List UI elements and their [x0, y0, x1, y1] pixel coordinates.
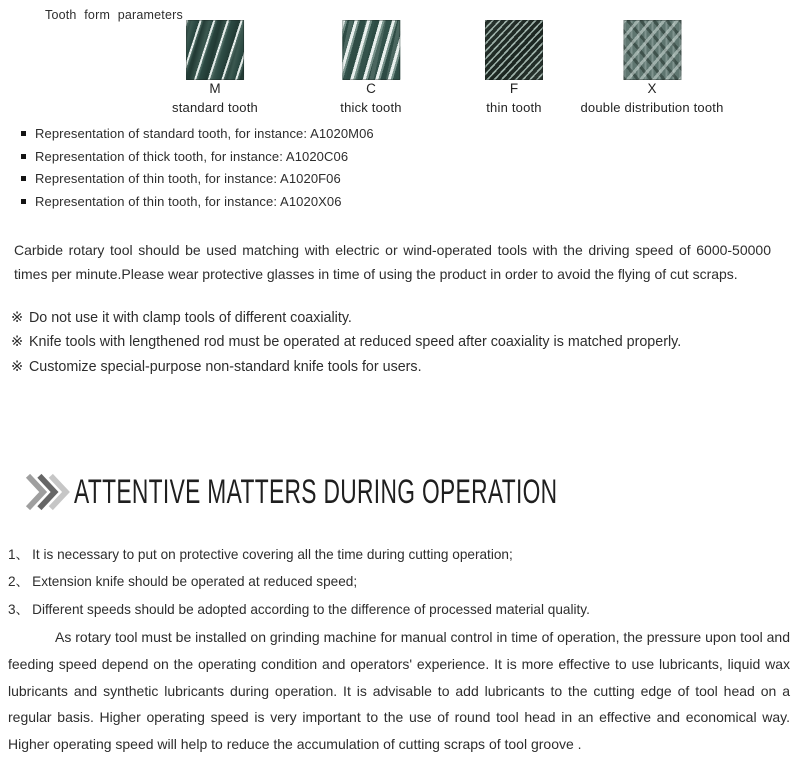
tooth-variety-thick	[340, 20, 401, 115]
caution-text: Customize special-purpose non-standard knife tools for users.	[28, 358, 422, 375]
tooth-variety-thin	[485, 20, 543, 115]
tooth-caption: double distribution tooth	[580, 100, 724, 115]
representation-text: Representation of thin tooth, for instance: A1020F06	[35, 171, 341, 186]
caution-text: Do not use it with clamp tools of different coaxiality.	[28, 310, 352, 326]
double-distribution-tooth-texture-image	[623, 20, 681, 80]
representation-text: Representation of thin tooth, for instance: A1020X06	[35, 193, 342, 209]
tooth-caption: thin tooth	[486, 100, 542, 115]
list-item	[18, 195, 374, 209]
operation-rules-list	[8, 541, 590, 623]
rule-number: 2、	[8, 574, 30, 590]
representation-text: Representation of thick tooth, for instance: A1020C06	[35, 148, 349, 164]
attention-heading-block	[24, 472, 796, 512]
list-item	[18, 127, 374, 141]
triple-chevron-icon	[24, 473, 70, 511]
reference-mark-icon: ※	[11, 310, 23, 326]
tooth-caption: thick tooth	[340, 100, 402, 115]
tooth-code: X	[647, 81, 657, 96]
rule-item	[8, 541, 590, 568]
reference-mark-icon: ※	[11, 334, 23, 351]
usage-paragraph: Carbide rotary tool should be used matching with electric or wind-operated tools with the driving speed of 6000-50000 times per minute.Please wear protective glasses in time of using the product in order to avoid the flying of cut scraps.	[14, 242, 771, 283]
tooth-code: F	[509, 81, 519, 96]
rule-text: Extension knife should be operated at reduced speed;	[32, 574, 358, 590]
tooth-variety-standard	[172, 20, 258, 115]
caution-item	[11, 355, 681, 379]
rule-number: 1、	[8, 547, 30, 562]
thin-tooth-texture-image	[485, 20, 543, 80]
square-bullet-icon	[21, 176, 26, 181]
representation-text: Representation of standard tooth, for instance: A1020M06	[35, 126, 374, 141]
closing-paragraph: As rotary tool must be installed on grinding machine for manual control in time of operation, the pressure upon tool and feeding speed depend on the operating condition and operators' experience. It is more effective to use lubricants, liquid wax lubricants and synthetic lubricants during operation. It is advisable to add lubricants to the cutting edge of tool head on a regular basis. Higher operating speed is very important to the use of round tool head in an effective and economical way. Higher operating speed will help to reduce the accumulation of cutting scraps of tool groove .	[8, 629, 790, 753]
square-bullet-icon	[21, 199, 26, 204]
square-bullet-icon	[21, 131, 26, 136]
caution-text: Knife tools with lengthened rod must be operated at reduced speed after coaxiality is matched properly.	[28, 334, 682, 351]
tooth-code: M	[209, 81, 221, 96]
rule-item	[8, 596, 590, 623]
representation-list	[18, 127, 374, 217]
reference-mark-icon: ※	[11, 358, 23, 375]
standard-tooth-texture-image	[186, 20, 244, 80]
rule-text: It is necessary to put on protective covering all the time during cutting operation;	[32, 547, 513, 562]
section-heading: ATTENTIVE MATTERS DURING OPERATION	[74, 472, 558, 511]
list-item	[18, 172, 374, 186]
caution-item	[11, 330, 681, 354]
tooth-code: C	[366, 81, 376, 96]
rule-item	[8, 568, 590, 595]
thick-tooth-texture-image	[342, 20, 400, 80]
tooth-variety-double	[580, 20, 723, 115]
rule-number: 3、	[8, 601, 30, 617]
square-bullet-icon	[21, 154, 26, 159]
tooth-form-parameters-label: Tooth form parameters	[45, 8, 183, 22]
tooth-caption: standard tooth	[172, 100, 258, 115]
list-item	[18, 150, 374, 164]
caution-item	[11, 306, 681, 330]
caution-list	[11, 306, 681, 379]
rule-text: Different speeds should be adopted according to the difference of processed material quality.	[32, 601, 590, 617]
